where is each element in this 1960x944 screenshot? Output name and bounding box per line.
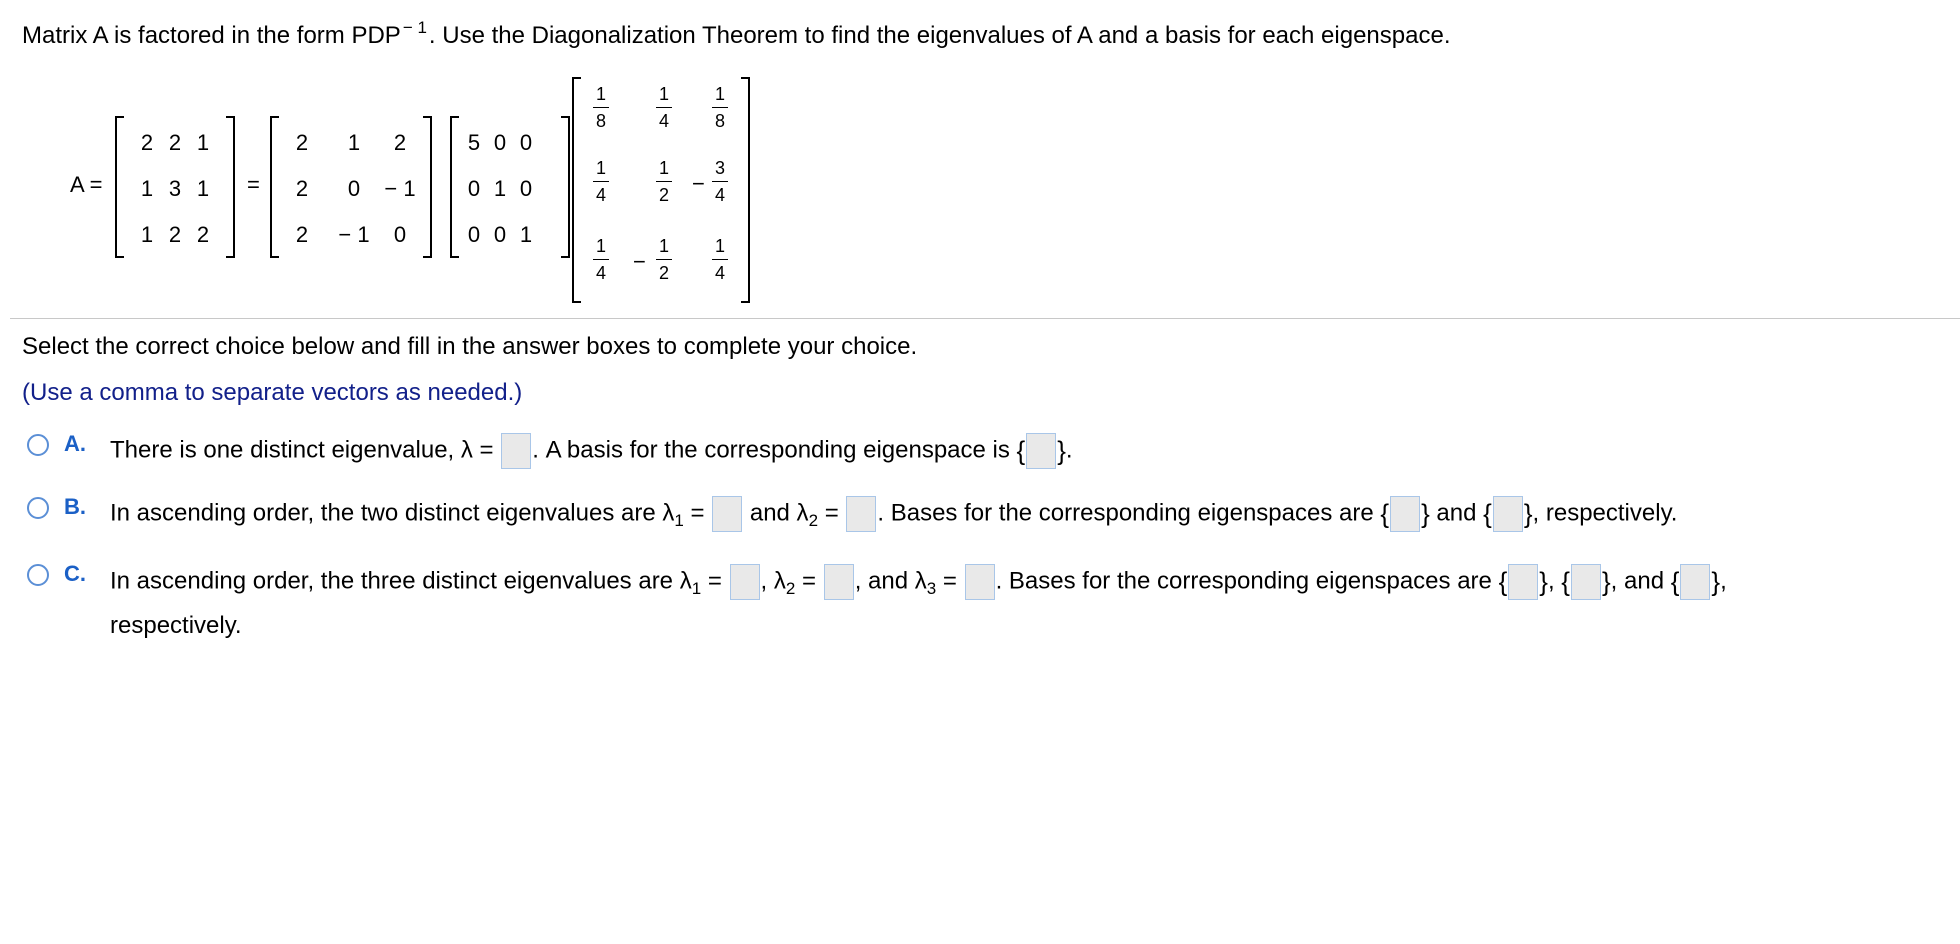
choice-c-basis1-input[interactable]: [1508, 564, 1538, 600]
right-brace: }: [1711, 566, 1721, 597]
right-brace: }: [1057, 435, 1066, 466]
lambda-subscript: 2: [785, 579, 796, 599]
matrix-d-cell: 0: [493, 222, 507, 247]
matrix-p: [270, 116, 432, 258]
matrix-d-cell: 0: [519, 130, 533, 155]
fraction-numerator: 1: [595, 236, 606, 256]
choice-b-basis2-input[interactable]: [1493, 496, 1523, 532]
matrix-p-cell: 0: [393, 222, 407, 247]
matrix-a-left-bracket: [115, 116, 124, 258]
fraction-denominator: 4: [714, 263, 725, 283]
p-inverse-entry: [649, 83, 679, 132]
p-inverse-entry: [705, 235, 735, 284]
choice-c-text-part: ,: [1547, 567, 1555, 595]
choice-c-lambda1-input[interactable]: [730, 564, 760, 600]
matrix-p-cell: 2: [295, 176, 309, 201]
fraction-denominator: 4: [658, 111, 669, 131]
matrix-d-cell: 0: [519, 176, 533, 201]
matrix-a-cell: 2: [168, 130, 182, 155]
choice-c-basis3-input[interactable]: [1680, 564, 1710, 600]
choice-b-basis1-input[interactable]: [1390, 496, 1420, 532]
choice-b-text-part: =: [824, 499, 839, 527]
lambda-subscript: 3: [926, 579, 937, 599]
choice-b-letter: B.: [64, 494, 86, 519]
matrix-a-cell: 2: [196, 222, 210, 247]
fraction-denominator: 8: [714, 111, 725, 131]
fraction-bar: [593, 107, 609, 108]
fraction-denominator: 2: [658, 185, 669, 205]
matrix-d-cell: 1: [493, 176, 507, 201]
fraction-denominator: 4: [595, 185, 606, 205]
choice-c-lambda3-input[interactable]: [965, 564, 995, 600]
matrix-d-cell: 0: [467, 176, 481, 201]
choice-c-letter: C.: [64, 561, 86, 586]
choice-c-basis2-input[interactable]: [1571, 564, 1601, 600]
fraction-numerator: 1: [658, 158, 669, 178]
question-text-start: Matrix A is factored in the form PDP: [22, 22, 401, 49]
choice-c-text-part: =: [802, 567, 817, 595]
matrix-a-cell: 1: [196, 176, 210, 201]
matrix-p-left-bracket: [270, 116, 279, 258]
fraction-numerator: 1: [595, 158, 606, 178]
choice-b-text-part: , respectively.: [1532, 499, 1678, 527]
matrix-p-inverse-left-bracket: [572, 77, 581, 303]
matrix-a-cell: 1: [140, 222, 154, 247]
matrix-a-cell: 1: [140, 176, 154, 201]
choice-b-text-part: and: [1436, 499, 1477, 527]
matrix-d-cell: 0: [493, 130, 507, 155]
fraction-bar: [712, 107, 728, 108]
fraction-numerator: 1: [595, 84, 606, 104]
left-brace: {: [1561, 566, 1570, 597]
fraction-bar: [656, 259, 672, 260]
matrix-p-cell: 2: [295, 222, 309, 247]
fraction-numerator: 1: [714, 84, 725, 104]
fraction-denominator: 4: [595, 263, 606, 283]
fraction-denominator: 8: [595, 111, 606, 131]
choice-c-text: [110, 564, 1727, 600]
lambda-subscript: 1: [674, 511, 684, 531]
matrix-d-cell: 1: [519, 222, 533, 247]
p-inverse-entry: [586, 235, 616, 284]
choice-c-text-part: , and: [1610, 567, 1665, 595]
fraction-bar: [712, 181, 728, 182]
matrix-p-inverse-right-bracket: [741, 77, 750, 303]
fraction-bar: [656, 181, 672, 182]
matrix-d-left-bracket: [450, 116, 459, 258]
choice-b-text-part: and λ: [749, 499, 809, 527]
negative-sign: −: [633, 249, 646, 274]
matrix-p-right-bracket: [423, 116, 432, 258]
choice-a-text-part: . A basis for the corresponding eigenspace is: [532, 436, 1010, 464]
choice-a-text: [110, 433, 1073, 469]
fraction-bar: [593, 181, 609, 182]
fraction-denominator: 2: [658, 263, 669, 283]
choice-a-text-part: .: [1065, 436, 1073, 464]
instructions: Select the correct choice below and fill in the answer boxes to complete your choice.: [22, 333, 918, 360]
right-brace: }: [1421, 498, 1430, 529]
choice-a-radio[interactable]: [27, 434, 49, 456]
matrix-p-cell: − 1: [384, 176, 416, 201]
matrix-p-cell: − 1: [338, 222, 370, 247]
p-inverse-entry: [586, 83, 616, 132]
choice-c-text-part: , λ: [760, 567, 786, 595]
p-inverse-entry: [705, 83, 735, 132]
fraction-numerator: 3: [714, 158, 725, 178]
matrix-d-cell: 5: [467, 130, 481, 155]
matrix-p-cell: 2: [393, 130, 407, 155]
equation-lhs: A =: [70, 172, 103, 197]
choice-b-lambda2-input[interactable]: [846, 496, 876, 532]
p-inverse-entry: [586, 157, 616, 206]
choice-c-text-continued: respectively.: [110, 612, 242, 639]
fraction-denominator: 4: [714, 185, 725, 205]
right-brace: }: [1601, 566, 1611, 597]
fraction-bar: [593, 259, 609, 260]
right-brace: }: [1523, 498, 1533, 529]
matrix-p-inverse: [572, 77, 750, 303]
choice-a-text-part: There is one distinct eigenvalue, λ =: [110, 436, 494, 464]
choice-c-text-part: =: [942, 567, 957, 595]
fraction-bar: [656, 107, 672, 108]
right-brace: }: [1539, 566, 1548, 597]
matrix-a-cell: 1: [196, 130, 210, 155]
choice-c-lambda2-input[interactable]: [824, 564, 854, 600]
p-inverse-entry: [649, 235, 679, 284]
question-text: [22, 18, 1451, 50]
choice-b-text-part: In ascending order, the two distinct eigenvalues are λ: [110, 499, 675, 527]
matrix-d: [450, 116, 570, 258]
matrix-a-cell: 2: [140, 130, 154, 155]
choice-a-basis-input[interactable]: [1026, 433, 1056, 469]
matrix-a-right-bracket: [226, 116, 235, 258]
lambda-subscript: 1: [691, 579, 702, 599]
matrix-p-cell: 2: [295, 130, 309, 155]
matrix-d-right-bracket: [561, 116, 570, 258]
fraction-bar: [712, 259, 728, 260]
left-brace: {: [1670, 566, 1680, 597]
inverse-superscript: − 1: [402, 18, 427, 37]
fraction-numerator: 1: [714, 236, 725, 256]
matrix-p-cell: 0: [347, 176, 361, 201]
negative-sign: −: [692, 171, 705, 196]
section-divider: [10, 318, 1960, 319]
choice-c-text-part: =: [707, 567, 722, 595]
fraction-numerator: 1: [658, 84, 669, 104]
left-brace: {: [1483, 498, 1492, 529]
choice-a-letter: A.: [64, 431, 86, 456]
fraction-numerator: 1: [658, 236, 669, 256]
choice-c-text-part: In ascending order, the three distinct eigenvalues are λ: [110, 567, 692, 595]
choice-c-text-part: ,: [1720, 567, 1727, 595]
choice-a-eigenvalue-input[interactable]: [501, 433, 531, 469]
lambda-subscript: 2: [808, 511, 819, 531]
left-brace: {: [1380, 498, 1390, 529]
equals-sign: =: [247, 172, 260, 197]
p-inverse-entry: [705, 157, 735, 206]
choice-b-text-part: =: [690, 499, 705, 527]
choice-b-lambda1-input[interactable]: [712, 496, 742, 532]
choice-b-radio[interactable]: [27, 497, 49, 519]
left-brace: {: [1016, 435, 1026, 466]
choice-c-text-part: . Bases for the corresponding eigenspaces are: [995, 567, 1492, 595]
matrix-a: [115, 116, 235, 258]
left-brace: {: [1498, 566, 1508, 597]
matrix-a-cell: 2: [168, 222, 182, 247]
hint-text: (Use a comma to separate vectors as needed.): [22, 379, 523, 406]
choice-c-text-part: , and λ: [854, 567, 927, 595]
matrix-a-cell: 3: [168, 176, 182, 201]
choice-b-text: [110, 496, 1677, 532]
choice-c-radio[interactable]: [27, 564, 49, 586]
question-text-end: . Use the Diagonalization Theorem to find the eigenvalues of A and a basis for each eigenspace.: [428, 22, 1451, 49]
matrix-d-cell: 0: [467, 222, 481, 247]
choice-b-text-part: . Bases for the corresponding eigenspaces are: [877, 499, 1374, 527]
matrix-p-cell: 1: [347, 130, 361, 155]
p-inverse-entry: [649, 157, 679, 206]
